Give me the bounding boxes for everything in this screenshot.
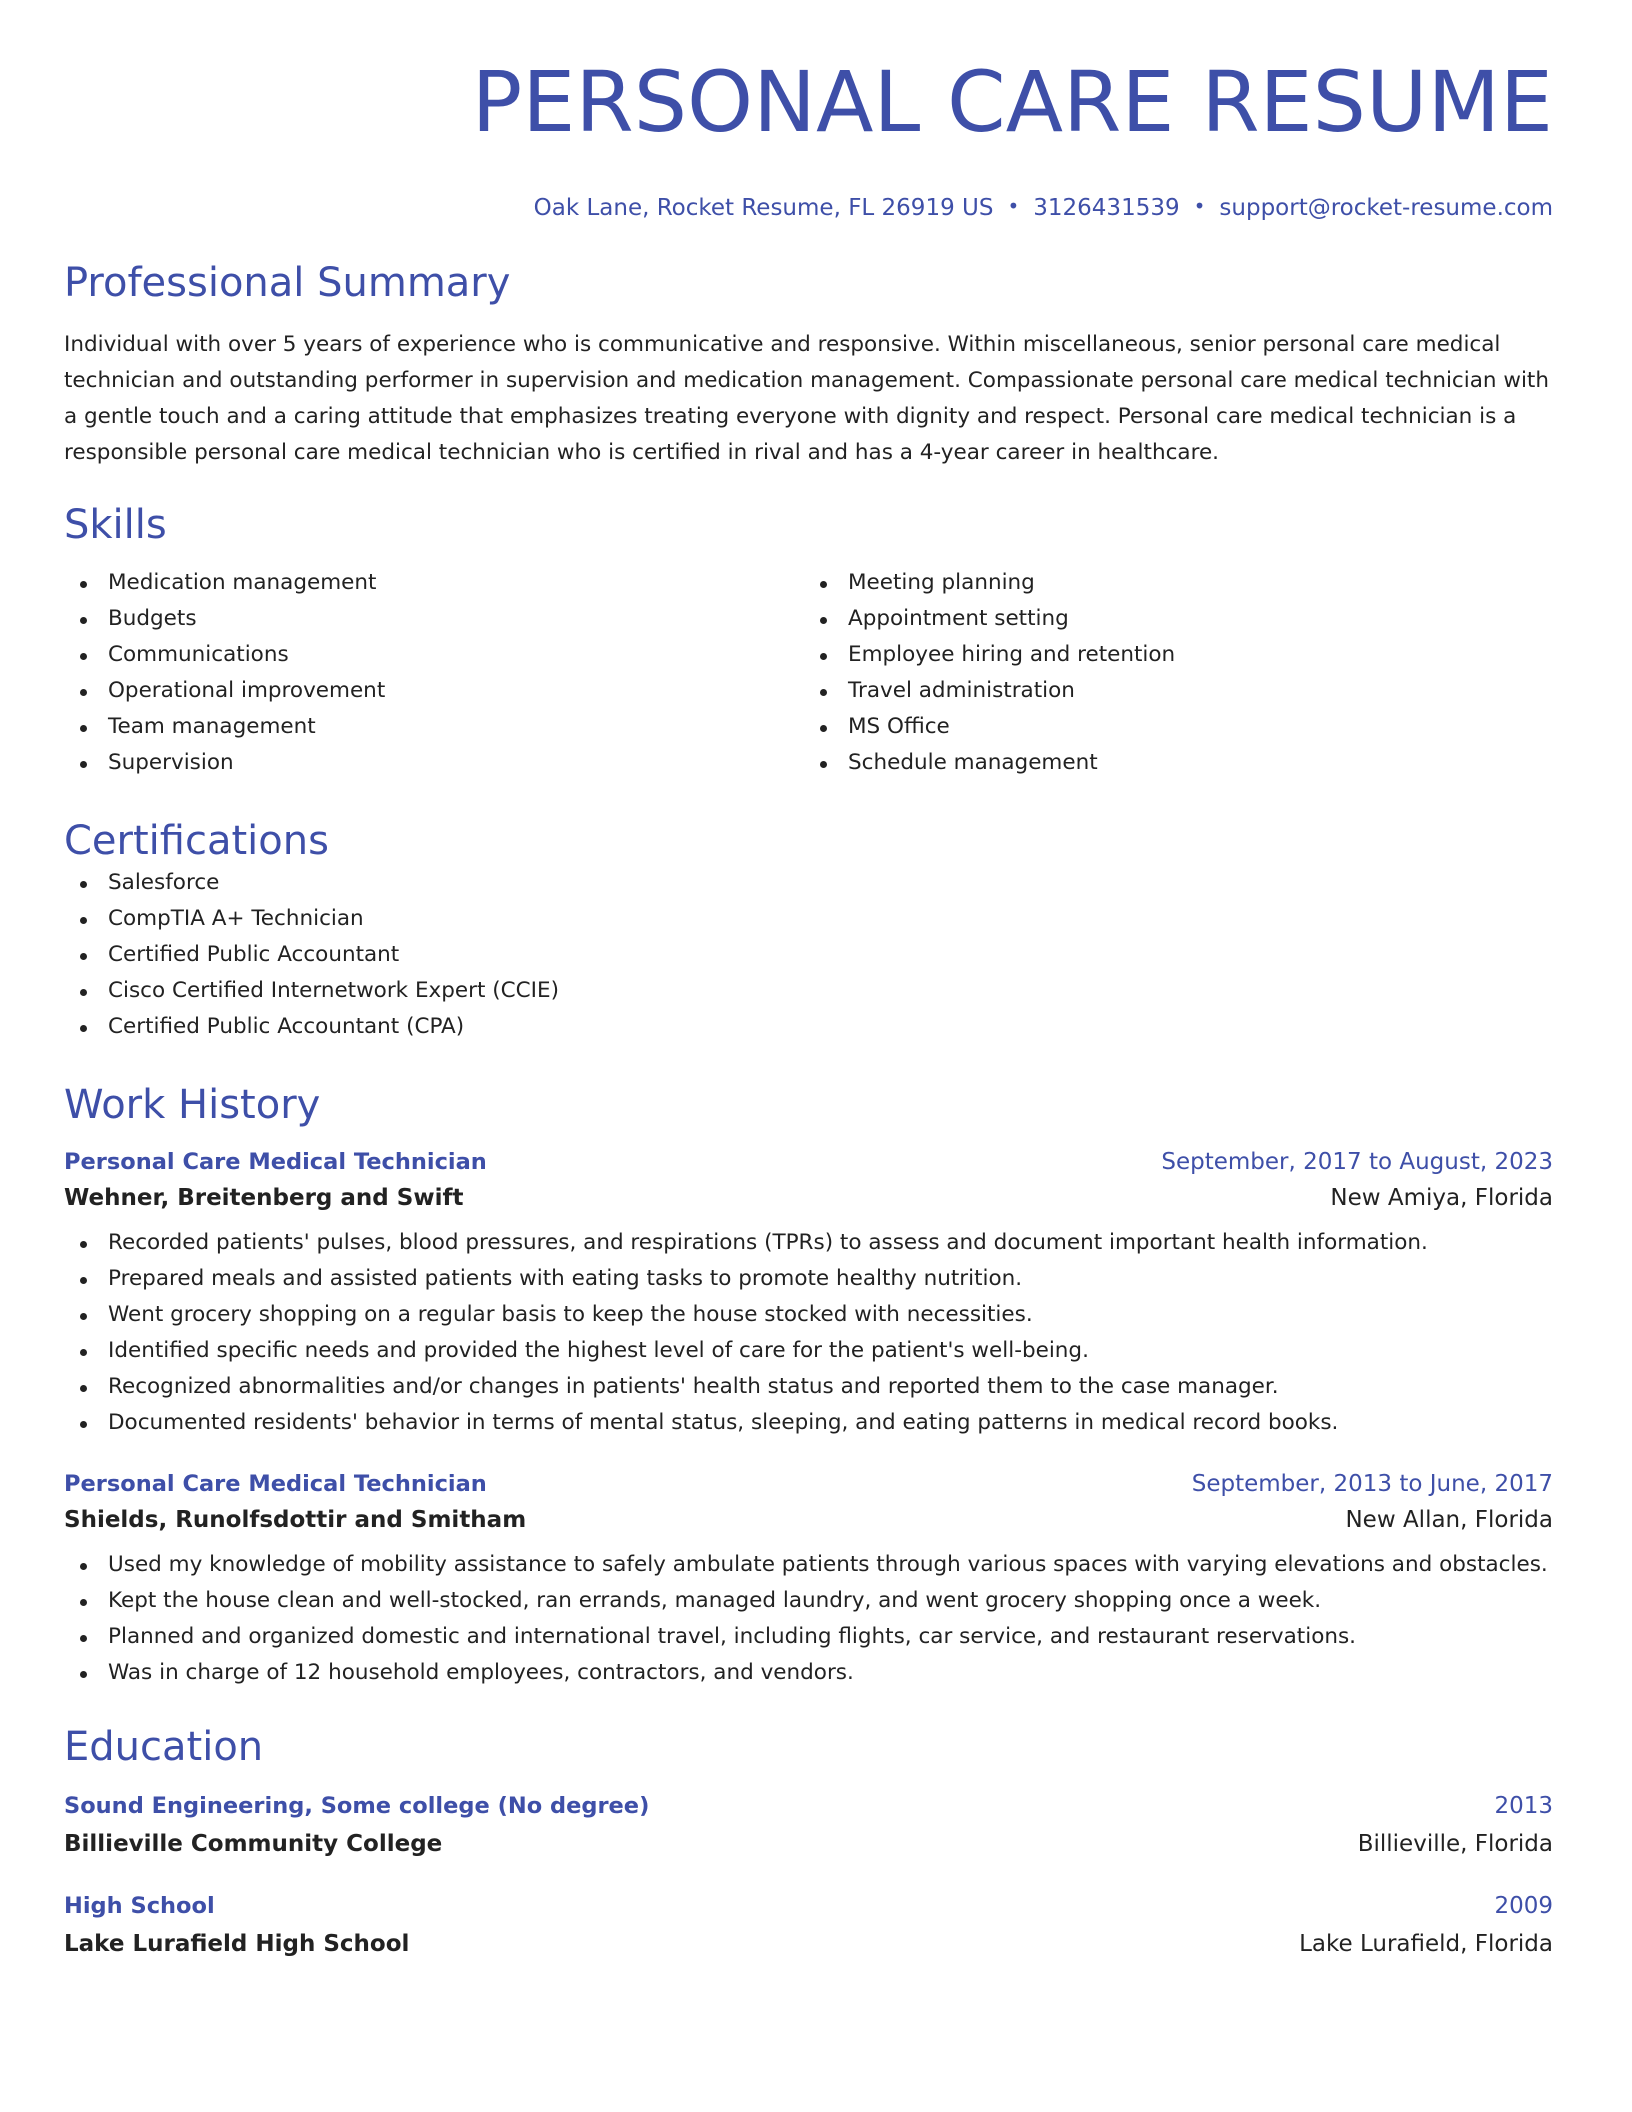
- education-school: Lake Lurafield High School: [64, 1931, 410, 1957]
- skill-item: Schedule management: [804, 745, 1544, 781]
- skill-item: Operational improvement: [64, 673, 804, 709]
- job-dates: September, 2017 to August, 2023: [1161, 1149, 1553, 1175]
- education-location: Lake Lurafield, Florida: [1299, 1931, 1553, 1957]
- job-entry: [64, 1471, 1553, 1691]
- skill-item: Supervision: [64, 745, 804, 781]
- contact-phone: 3126431539: [1033, 195, 1180, 221]
- job-duty-item: Recorded patients' pulses, blood pressures, and respirations (TPRs) to assess and document important health information.: [64, 1225, 1553, 1261]
- job-dates: September, 2013 to June, 2017: [1191, 1471, 1553, 1497]
- education-section: [64, 1723, 1553, 1957]
- section-title-skills: Skills: [64, 502, 167, 548]
- job-title: Personal Care Medical Technician: [64, 1471, 487, 1497]
- section-title-summary: Professional Summary: [64, 260, 511, 306]
- summary-section: [64, 259, 1553, 471]
- summary-text: Individual with over 5 years of experience who is communicative and responsive. Within miscellaneous, senior personal care medical technician and outstanding performer in supervision and medication management. Compassionate personal care medical technician with a gentle touch and a caring attitude that emphasizes treating everyone with dignity and respect. Personal care medical technician is a responsible personal care medical technician who is certified in rival and has a 4-year career in healthcare.: [64, 332, 1549, 465]
- job-header-row: [64, 1471, 1553, 1497]
- skill-item: Employee hiring and retention: [804, 637, 1544, 673]
- certification-item: Cisco Certified Internetwork Expert (CCIE): [64, 973, 1553, 1009]
- job-duty-item: Went grocery shopping on a regular basis to keep the house stocked with necessities.: [64, 1297, 1553, 1333]
- job-duties-list: [64, 1547, 1553, 1691]
- education-header-row: [64, 1793, 1553, 1819]
- work-history-section: [64, 1081, 1553, 1691]
- job-title: Personal Care Medical Technician: [64, 1149, 487, 1175]
- contact-line: [64, 194, 1553, 221]
- skill-item: Team management: [64, 709, 804, 745]
- skill-item: MS Office: [804, 709, 1544, 745]
- job-duty-item: Planned and organized domestic and international travel, including flights, car service, and restaurant reservations.: [64, 1619, 1553, 1655]
- education-school-row: [64, 1831, 1553, 1857]
- education-location: Billieville, Florida: [1357, 1831, 1553, 1857]
- section-title-work-history: Work History: [64, 1082, 321, 1128]
- contact-address: Oak Lane, Rocket Resume, FL 26919 US: [533, 195, 994, 221]
- skill-item: Communications: [64, 637, 804, 673]
- certification-item: Salesforce: [64, 865, 1553, 901]
- section-title-education: Education: [64, 1724, 264, 1770]
- job-company: Shields, Runolfsdottir and Smitham: [64, 1507, 527, 1533]
- job-entry: [64, 1149, 1553, 1441]
- education-year: 2009: [1494, 1893, 1553, 1919]
- skills-list-right: [804, 565, 1544, 781]
- job-duty-item: Used my knowledge of mobility assistance to safely ambulate patients through various spaces with varying elevations and obstacles.: [64, 1547, 1553, 1583]
- skill-item: Medication management: [64, 565, 804, 601]
- job-company: Wehner, Breitenberg and Swift: [64, 1185, 464, 1211]
- skill-item: Budgets: [64, 601, 804, 637]
- education-header-row: [64, 1893, 1553, 1919]
- job-company-row: [64, 1507, 1553, 1533]
- resume-title: PERSONAL CARE RESUME: [471, 53, 1553, 151]
- education-year: 2013: [1494, 1793, 1553, 1819]
- education-degree: High School: [64, 1893, 215, 1919]
- job-duty-item: Was in charge of 12 household employees, contractors, and vendors.: [64, 1655, 1553, 1691]
- job-location: New Amiya, Florida: [1330, 1185, 1553, 1211]
- certifications-list: [64, 865, 1553, 1045]
- contact-email[interactable]: support@rocket-resume.com: [1219, 195, 1553, 221]
- job-duty-item: Recognized abnormalities and/or changes in patients' health status and reported them to the case manager.: [64, 1369, 1553, 1405]
- contact-separator: •: [1007, 194, 1020, 218]
- skills-section: [64, 501, 1553, 781]
- job-header-row: [64, 1149, 1553, 1175]
- job-duties-list: [64, 1225, 1553, 1441]
- certification-item: CompTIA A+ Technician: [64, 901, 1553, 937]
- skill-item: Meeting planning: [804, 565, 1544, 601]
- certifications-section: [64, 817, 1553, 1045]
- education-degree: Sound Engineering, Some college (No degree): [64, 1793, 650, 1819]
- education-entry: [64, 1793, 1553, 1857]
- skill-item: Appointment setting: [804, 601, 1544, 637]
- education-school: Billieville Community College: [64, 1831, 443, 1857]
- education-entry: [64, 1893, 1553, 1957]
- skills-grid: [64, 565, 1553, 781]
- skills-list-left: [64, 565, 804, 781]
- job-duty-item: Documented residents' behavior in terms of mental status, sleeping, and eating patterns in medical record books.: [64, 1405, 1553, 1441]
- section-title-certifications: Certifications: [64, 818, 329, 864]
- job-duty-item: Kept the house clean and well-stocked, ran errands, managed laundry, and went grocery shopping once a week.: [64, 1583, 1553, 1619]
- contact-separator: •: [1193, 194, 1206, 218]
- job-location: New Allan, Florida: [1345, 1507, 1553, 1533]
- resume-header: [64, 52, 1553, 221]
- education-school-row: [64, 1931, 1553, 1957]
- job-duty-item: Prepared meals and assisted patients with eating tasks to promote healthy nutrition.: [64, 1261, 1553, 1297]
- certification-item: Certified Public Accountant: [64, 937, 1553, 973]
- certification-item: Certified Public Accountant (CPA): [64, 1009, 1553, 1045]
- skill-item: Travel administration: [804, 673, 1544, 709]
- job-duty-item: Identified specific needs and provided the highest level of care for the patient's well-being.: [64, 1333, 1553, 1369]
- job-company-row: [64, 1185, 1553, 1211]
